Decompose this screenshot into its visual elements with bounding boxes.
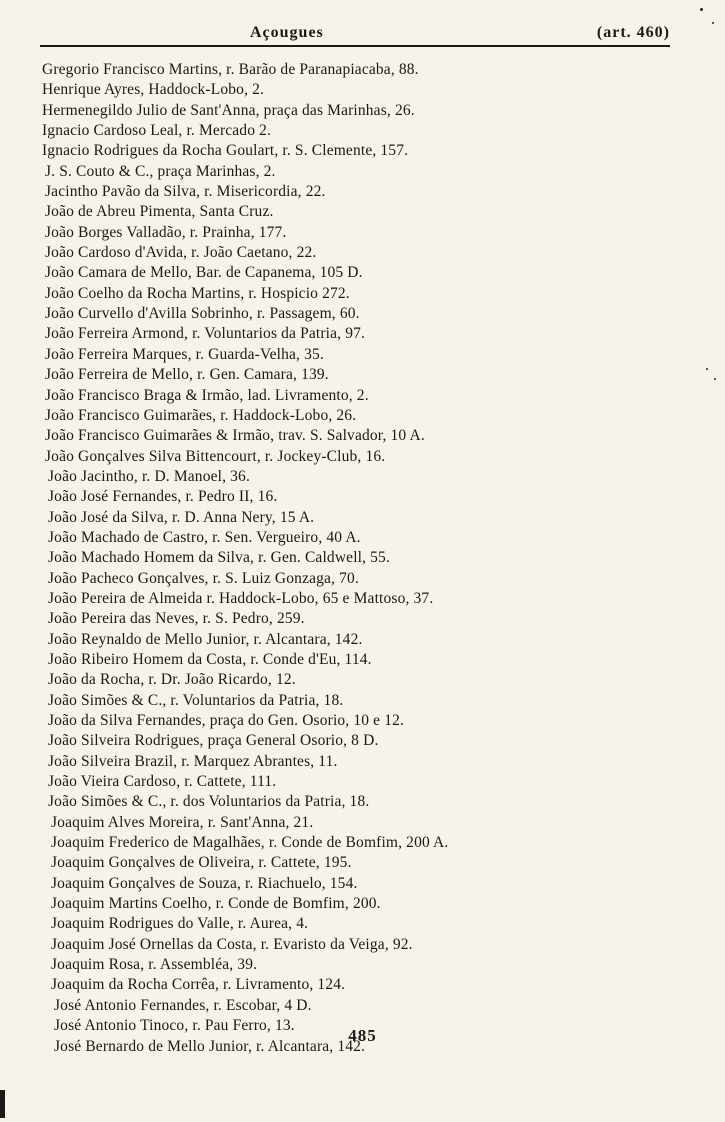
- list-item: Ignacio Cardoso Leal, r. Mercado 2.: [42, 122, 272, 140]
- list-item: João de Abreu Pimenta, Santa Cruz.: [45, 203, 274, 221]
- list-item: João Cardoso d'Avida, r. João Caetano, 22.: [45, 244, 317, 262]
- list-item: José Antonio Fernandes, r. Escobar, 4 D.: [54, 996, 312, 1014]
- list-item: João Jacintho, r. D. Manoel, 36.: [48, 467, 250, 485]
- list-item: Joaquim Gonçalves de Oliveira, r. Cattete, 195.: [51, 854, 352, 872]
- list-item: Joaquim Gonçalves de Souza, r. Riachuelo, 154.: [51, 874, 358, 892]
- list-item: José Antonio Tinoco, r. Pau Ferro, 13.: [54, 1017, 295, 1035]
- ink-speck: [712, 22, 714, 24]
- list-item: J. S. Couto & C., praça Marinhas, 2.: [45, 162, 276, 180]
- list-item: João Pereira das Neves, r. S. Pedro, 259.: [48, 610, 305, 628]
- list-item: João Francisco Braga & Irmão, lad. Livramento, 2.: [45, 386, 369, 404]
- list-item: João Machado de Castro, r. Sen. Vergueiro, 40 A.: [48, 528, 361, 546]
- list-item: Joaquim José Ornellas da Costa, r. Evaristo da Veiga, 92.: [51, 935, 413, 953]
- list-item: João Ferreira de Mello, r. Gen. Camara, 139.: [45, 366, 329, 384]
- list-item: João Pereira de Almeida r. Haddock-Lobo, 65 e Mattoso, 37.: [48, 589, 434, 607]
- list-item: João Vieira Cardoso, r. Cattete, 111.: [48, 773, 277, 791]
- list-item: João Simões & C., r. Voluntarios da Patria, 18.: [48, 691, 344, 709]
- page-number: 485: [348, 1026, 377, 1045]
- list-item: João Simões & C., r. dos Voluntarios da Patria, 18.: [48, 793, 370, 811]
- list-item: João Ferreira Marques, r. Guarda-Velha, 35.: [45, 345, 324, 363]
- list-item: Joaquim Rosa, r. Assembléa, 39.: [51, 956, 258, 974]
- list-item: Joaquim da Rocha Corrêa, r. Livramento, 124.: [51, 976, 346, 994]
- list-item: João José da Silva, r. D. Anna Nery, 15 A.: [48, 508, 315, 526]
- article-number: (art. 460): [596, 24, 670, 41]
- entry-list: [40, 60, 680, 1057]
- section-title: Açougues: [250, 24, 324, 41]
- list-item: João Gonçalves Silva Bittencourt, r. Jockey-Club, 16.: [45, 447, 386, 465]
- list-item: João Machado Homem da Silva, r. Gen. Caldwell, 55.: [48, 549, 390, 567]
- list-item: João da Silva Fernandes, praça do Gen. Osorio, 10 e 12.: [48, 712, 405, 729]
- list-item: João Coelho da Rocha Martins, r. Hospicio 272.: [45, 284, 350, 302]
- list-item: Joaquim Frederico de Magalhães, r. Conde de Bomfim, 200 A.: [51, 834, 449, 852]
- list-item: Hermenegildo Julio de Sant'Anna, praça das Marinhas, 26.: [42, 101, 415, 119]
- list-item: João Francisco Guimarães, r. Haddock-Lobo, 26.: [45, 406, 357, 424]
- list-item: José Bernardo de Mello Junior, r. Alcantara, 142.: [54, 1037, 366, 1055]
- list-item: Joaquim Rodrigues do Valle, r. Aurea, 4.: [51, 915, 309, 933]
- list-item: João José Fernandes, r. Pedro II, 16.: [48, 488, 278, 506]
- list-item: Joaquim Alves Moreira, r. Sant'Anna, 21.: [51, 813, 314, 831]
- ink-speck: [714, 378, 716, 380]
- list-item: Joaquim Martins Coelho, r. Conde de Bomfim, 200.: [51, 895, 381, 913]
- list-item: João Silveira Brazil, r. Marquez Abrantes, 11.: [48, 752, 338, 770]
- list-item: João Francisco Guimarães & Irmão, trav. S. Salvador, 10 A.: [45, 427, 425, 445]
- list-item: João Ferreira Armond, r. Voluntarios da Patria, 97.: [45, 325, 366, 343]
- list-item: Ignacio Rodrigues da Rocha Goulart, r. S. Clemente, 157.: [42, 142, 409, 160]
- list-item: João Borges Valladão, r. Prainha, 177.: [45, 223, 287, 241]
- list-item: João Curvello d'Avilla Sobrinho, r. Passagem, 60.: [45, 305, 360, 323]
- header-rule: [40, 45, 670, 47]
- ink-speck: [706, 368, 708, 370]
- list-item: João Reynaldo de Mello Junior, r. Alcantara, 142.: [48, 630, 363, 648]
- page-edge-mark: [0, 1090, 5, 1118]
- list-item: Jacintho Pavão da Silva, r. Misericordia, 22.: [45, 183, 326, 201]
- list-item: João Pacheco Gonçalves, r. S. Luiz Gonzaga, 70.: [48, 569, 359, 587]
- ink-speck: [700, 8, 703, 11]
- list-item: Gregorio Francisco Martins, r. Barão de Paranapiacaba, 88.: [42, 61, 419, 78]
- list-item: João Silveira Rodrigues, praça General Osorio, 8 D.: [48, 732, 379, 750]
- list-item: Henrique Ayres, Haddock-Lobo, 2.: [42, 81, 265, 99]
- list-item: João Camara de Mello, Bar. de Capanema, 105 D.: [45, 264, 363, 282]
- list-item: João Ribeiro Homem da Costa, r. Conde d'Eu, 114.: [48, 650, 372, 668]
- page-header: [40, 24, 670, 46]
- list-item: João da Rocha, r. Dr. João Ricardo, 12.: [48, 671, 296, 689]
